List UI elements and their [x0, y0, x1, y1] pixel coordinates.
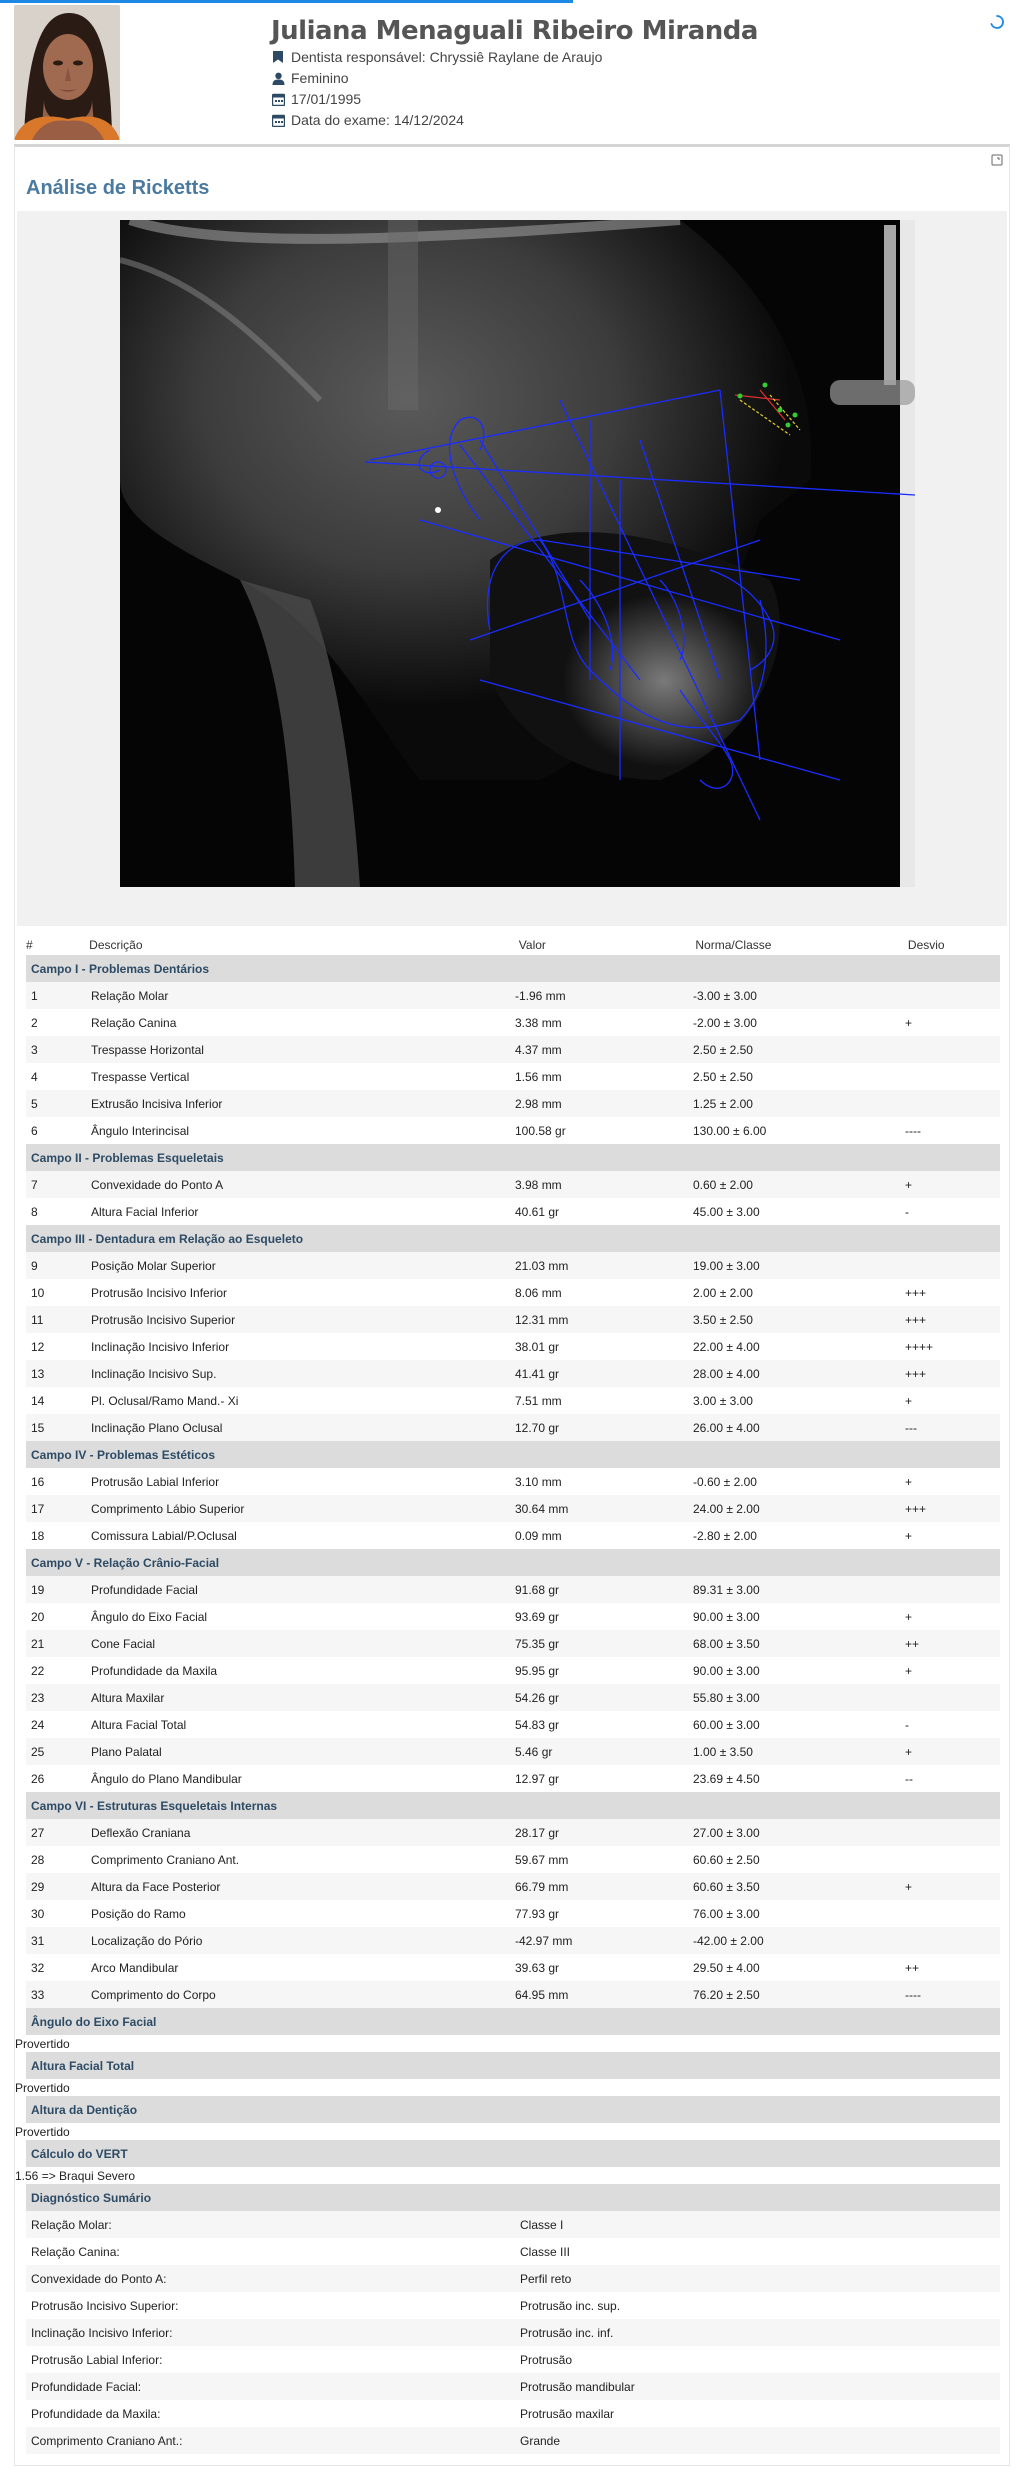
row-description: Arco Mandibular	[91, 1960, 179, 1975]
table-row	[26, 1360, 1000, 1387]
table-row	[26, 1009, 1000, 1036]
diagnosis-label: Profundidade Facial:	[31, 2379, 142, 2394]
row-number: 12	[31, 1339, 45, 1354]
row-number: 1	[31, 988, 38, 1003]
row-norm: 27.00 ± 3.00	[693, 1825, 760, 1840]
row-norm: 45.00 ± 3.00	[693, 1204, 760, 1219]
table-row	[26, 1198, 1000, 1225]
extra-title: Cálculo do VERT	[26, 2140, 1000, 2167]
row-value: 4.37 mm	[515, 1042, 562, 1057]
row-description: Trespasse Vertical	[91, 1069, 190, 1084]
row-value: 8.06 mm	[515, 1285, 562, 1300]
row-number: 17	[31, 1501, 45, 1516]
row-number: 23	[31, 1690, 45, 1705]
row-deviation: +	[905, 1663, 913, 1678]
results-table	[15, 935, 1000, 2454]
row-number: 13	[31, 1366, 45, 1381]
row-value: 41.41 gr	[515, 1366, 560, 1381]
row-value: 1.56 mm	[515, 1069, 562, 1084]
row-number: 31	[31, 1933, 45, 1948]
group-header: Campo IV - Problemas Estéticos	[26, 1441, 1000, 1468]
xray-container	[17, 211, 1007, 926]
row-value: 40.61 gr	[515, 1204, 560, 1219]
diagnosis-list	[26, 2211, 1000, 2454]
dentist-line	[271, 49, 602, 65]
row-number: 2	[31, 1015, 38, 1030]
row-description: Protrusão Labial Inferior	[91, 1474, 220, 1489]
table-header	[26, 935, 1000, 955]
row-norm: -0.60 ± 2.00	[693, 1474, 757, 1489]
row-description: Posição Molar Superior	[91, 1258, 216, 1273]
row-deviation: ---	[905, 1420, 917, 1435]
row-value: 77.93 gr	[515, 1906, 560, 1921]
row-number: 30	[31, 1906, 45, 1921]
row-value: 7.51 mm	[515, 1393, 562, 1408]
row-description: Cone Facial	[91, 1636, 156, 1651]
row-norm: -3.00 ± 3.00	[693, 988, 757, 1003]
extra-text: Provertido	[15, 2036, 70, 2051]
row-description: Altura da Face Posterior	[91, 1879, 221, 1894]
table-row	[26, 1522, 1000, 1549]
row-norm: 60.00 ± 3.00	[693, 1717, 760, 1732]
row-norm: 90.00 ± 3.00	[693, 1663, 760, 1678]
table-row	[26, 1468, 1000, 1495]
row-number: 22	[31, 1663, 45, 1678]
row-norm: 130.00 ± 6.00	[693, 1123, 767, 1138]
row-value: 2.98 mm	[515, 1096, 562, 1111]
row-deviation: +	[905, 1609, 913, 1624]
diagnosis-row	[26, 2400, 1000, 2427]
row-value: 75.35 gr	[515, 1636, 560, 1651]
row-number: 20	[31, 1609, 45, 1624]
row-number: 11	[31, 1312, 44, 1327]
row-description: Deflexão Craniana	[91, 1825, 191, 1840]
row-deviation: +	[905, 1744, 913, 1759]
row-norm: 0.60 ± 2.00	[693, 1177, 753, 1192]
diagnosis-label: Protrusão Incisivo Superior:	[31, 2298, 179, 2313]
row-number: 24	[31, 1717, 45, 1732]
row-value: 95.95 gr	[515, 1663, 560, 1678]
extra-text: 1.56 => Braqui Severo	[15, 2168, 136, 2183]
row-description: Ângulo Interincisal	[91, 1123, 190, 1138]
diagnosis-label: Inclinação Incisivo Inferior:	[31, 2325, 173, 2340]
row-number: 27	[31, 1825, 45, 1840]
row-deviation: ++	[905, 1960, 920, 1975]
calendar-icon	[271, 92, 285, 106]
header-norm: Norma/Classe	[695, 938, 772, 952]
row-description: Profundidade Facial	[91, 1582, 198, 1597]
row-norm: 28.00 ± 4.00	[693, 1366, 760, 1381]
row-description: Altura Facial Total	[91, 1717, 187, 1732]
row-description: Altura Maxilar	[91, 1690, 165, 1705]
table-row	[26, 1279, 1000, 1306]
row-norm: 3.50 ± 2.50	[693, 1312, 753, 1327]
diagnosis-value: Classe I	[520, 2217, 564, 2232]
row-number: 7	[31, 1177, 38, 1192]
diagnosis-value: Perfil reto	[520, 2271, 572, 2286]
row-number: 6	[31, 1123, 38, 1138]
table-row	[26, 1819, 1000, 1846]
extra-title: Ângulo do Eixo Facial	[26, 2008, 1000, 2035]
row-value: 30.64 mm	[515, 1501, 569, 1516]
table-row	[26, 1576, 1000, 1603]
diagnosis-row	[26, 2427, 1000, 2454]
table-row	[26, 1738, 1000, 1765]
dentist-name: Chryssiê Raylane de Araujo	[429, 49, 603, 65]
extra-title: Altura Facial Total	[26, 2052, 1000, 2079]
diagnosis-row	[26, 2319, 1000, 2346]
row-norm: -42.00 ± 2.00	[693, 1933, 764, 1948]
group-header: Campo I - Problemas Dentários	[26, 955, 1000, 982]
row-value: 66.79 mm	[515, 1879, 569, 1894]
row-number: 10	[31, 1285, 45, 1300]
row-norm: -2.00 ± 3.00	[693, 1015, 757, 1030]
row-number: 26	[31, 1771, 45, 1786]
row-deviation: +	[905, 1474, 913, 1489]
row-norm: 90.00 ± 3.00	[693, 1609, 760, 1624]
table-row	[26, 1846, 1000, 1873]
row-description: Convexidade do Ponto A	[91, 1177, 224, 1192]
group-header: Campo VI - Estruturas Esqueletais Internas	[26, 1792, 1000, 1819]
row-value: 5.46 gr	[515, 1744, 553, 1759]
patient-header	[0, 0, 1024, 150]
table-row	[26, 1873, 1000, 1900]
row-description: Protrusão Incisivo Inferior	[91, 1285, 228, 1300]
table-row	[26, 1063, 1000, 1090]
calendar-icon	[271, 113, 285, 127]
row-norm: 29.50 ± 4.00	[693, 1960, 760, 1975]
row-norm: 1.00 ± 3.50	[693, 1744, 753, 1759]
row-description: Comissura Labial/P.Oclusal	[91, 1528, 237, 1543]
row-value: 100.58 gr	[515, 1123, 566, 1138]
expand-icon[interactable]	[991, 153, 1003, 165]
row-deviation: ++++	[905, 1339, 934, 1354]
row-number: 4	[31, 1069, 38, 1084]
row-norm: 55.80 ± 3.00	[693, 1690, 760, 1705]
diagnosis-label: Comprimento Craniano Ant.:	[31, 2433, 183, 2448]
birth-date: 17/01/1995	[291, 91, 362, 107]
row-description: Protrusão Incisivo Superior	[91, 1312, 236, 1327]
table-row	[26, 1900, 1000, 1927]
table-row	[26, 1711, 1000, 1738]
row-deviation: --	[905, 1771, 913, 1786]
group-header: Campo III - Dentadura em Relação ao Esqueleto	[26, 1225, 1000, 1252]
table-row	[26, 1495, 1000, 1522]
row-value: 12.70 gr	[515, 1420, 560, 1435]
row-value: 64.95 mm	[515, 1987, 569, 2002]
diagnosis-value: Grande	[520, 2433, 561, 2448]
row-deviation: ++	[905, 1636, 920, 1651]
row-number: 28	[31, 1852, 45, 1867]
row-deviation: +	[905, 1879, 913, 1894]
row-number: 33	[31, 1987, 45, 2002]
exam-line	[271, 112, 464, 128]
row-value: 93.69 gr	[515, 1609, 560, 1624]
row-value: 28.17 gr	[515, 1825, 560, 1840]
row-deviation: +	[905, 1393, 913, 1408]
table-row	[26, 1927, 1000, 1954]
row-norm: 2.50 ± 2.50	[693, 1042, 753, 1057]
group-header: Campo II - Problemas Esqueletais	[26, 1144, 1000, 1171]
table-row	[26, 1252, 1000, 1279]
spinner-icon	[989, 14, 1005, 30]
extras-container	[15, 2008, 1000, 2184]
user-icon	[271, 71, 285, 85]
row-norm: 2.00 ± 2.00	[693, 1285, 753, 1300]
table-row	[26, 1981, 1000, 2008]
table-row	[26, 1036, 1000, 1063]
row-description: Relação Canina	[91, 1015, 177, 1030]
row-number: 9	[31, 1258, 38, 1273]
row-description: Posição do Ramo	[91, 1906, 186, 1921]
table-row	[26, 1684, 1000, 1711]
exam-date: 14/12/2024	[393, 112, 464, 128]
diagnosis-row	[26, 2346, 1000, 2373]
row-value: 12.97 gr	[515, 1771, 560, 1786]
row-deviation: +	[905, 1177, 913, 1192]
row-deviation: +	[905, 1528, 913, 1543]
row-norm: 1.25 ± 2.00	[693, 1096, 753, 1111]
header-description: Descrição	[89, 938, 143, 952]
header-num: #	[26, 938, 33, 952]
row-norm: 76.00 ± 3.00	[693, 1906, 760, 1921]
diagnosis-title: Diagnóstico Sumário	[26, 2184, 1000, 2211]
row-norm: 89.31 ± 3.00	[693, 1582, 760, 1597]
row-deviation: +++	[905, 1366, 927, 1381]
extra-title: Altura da Dentição	[26, 2096, 1000, 2123]
row-value: -42.97 mm	[515, 1933, 573, 1948]
table-row	[26, 1954, 1000, 1981]
row-value: 91.68 gr	[515, 1582, 560, 1597]
diagnosis-row	[26, 2373, 1000, 2400]
row-norm: 19.00 ± 3.00	[693, 1258, 760, 1273]
row-value: 0.09 mm	[515, 1528, 562, 1543]
row-value: 3.38 mm	[515, 1015, 562, 1030]
row-description: Extrusão Incisiva Inferior	[91, 1096, 223, 1111]
analysis-panel	[14, 144, 1010, 2466]
diagnosis-value: Protrusão maxilar	[520, 2406, 615, 2421]
diagnosis-row	[26, 2211, 1000, 2238]
row-number: 5	[31, 1096, 38, 1111]
exam-label: Data do exame:	[291, 112, 390, 128]
table-row	[26, 1387, 1000, 1414]
row-description: Relação Molar	[91, 988, 169, 1003]
row-value: 21.03 mm	[515, 1258, 569, 1273]
row-number: 18	[31, 1528, 45, 1543]
patient-name: Juliana Menaguali Ribeiro Miranda	[271, 16, 758, 46]
row-value: 39.63 gr	[515, 1960, 560, 1975]
row-description: Comprimento do Corpo	[91, 1987, 216, 2002]
sex-line	[271, 70, 349, 86]
row-norm: 76.20 ± 2.50	[693, 1987, 760, 2002]
cephalometric-xray	[120, 220, 915, 887]
table-row	[26, 1306, 1000, 1333]
diagnosis-label: Protrusão Labial Inferior:	[31, 2352, 163, 2367]
table-row	[26, 1630, 1000, 1657]
diagnosis-value: Protrusão inc. sup.	[520, 2298, 621, 2313]
row-number: 25	[31, 1744, 45, 1759]
row-value: 12.31 mm	[515, 1312, 569, 1327]
row-number: 21	[31, 1636, 45, 1651]
row-description: Inclinação Plano Oclusal	[91, 1420, 223, 1435]
row-description: Localização do Pório	[91, 1933, 203, 1948]
table-row	[26, 1603, 1000, 1630]
row-norm: 60.60 ± 2.50	[693, 1852, 760, 1867]
diagnosis-label: Relação Molar:	[31, 2217, 112, 2232]
diagnosis-value: Protrusão	[520, 2352, 573, 2367]
diagnosis-value: Protrusão inc. inf.	[520, 2325, 614, 2340]
row-deviation: -	[905, 1204, 909, 1219]
diagnosis-label: Profundidade da Maxila:	[31, 2406, 161, 2421]
row-value: 54.83 gr	[515, 1717, 560, 1732]
row-deviation: +	[905, 1015, 913, 1030]
table-row	[26, 1117, 1000, 1144]
header-value: Valor	[518, 938, 546, 952]
table-row	[26, 1657, 1000, 1684]
row-description: Ângulo do Eixo Facial	[91, 1609, 208, 1624]
row-norm: 24.00 ± 2.00	[693, 1501, 760, 1516]
diagnosis-value: Classe III	[520, 2244, 571, 2259]
row-deviation: -	[905, 1717, 909, 1732]
row-norm: 68.00 ± 3.50	[693, 1636, 760, 1651]
row-description: Ângulo do Plano Mandibular	[91, 1771, 242, 1786]
row-value: 38.01 gr	[515, 1339, 560, 1354]
row-number: 15	[31, 1420, 45, 1435]
table-row	[26, 1414, 1000, 1441]
row-deviation: ----	[905, 1123, 921, 1138]
diagnosis-row	[26, 2265, 1000, 2292]
diagnosis-value: Protrusão mandibular	[520, 2379, 635, 2394]
row-number: 32	[31, 1960, 45, 1975]
row-description: Inclinação Incisivo Inferior	[91, 1339, 230, 1354]
row-number: 8	[31, 1204, 38, 1219]
row-norm: 2.50 ± 2.50	[693, 1069, 753, 1084]
row-value: -1.96 mm	[515, 988, 566, 1003]
row-norm: 60.60 ± 3.50	[693, 1879, 760, 1894]
extra-text: Provertido	[15, 2124, 70, 2139]
row-number: 29	[31, 1879, 45, 1894]
row-description: Plano Palatal	[91, 1744, 162, 1759]
table-row	[26, 1090, 1000, 1117]
table-row	[26, 982, 1000, 1009]
row-value: 54.26 gr	[515, 1690, 560, 1705]
header-deviation: Desvio	[907, 938, 945, 952]
table-row	[26, 1171, 1000, 1198]
row-number: 14	[31, 1393, 45, 1408]
row-description: Inclinação Incisivo Sup.	[91, 1366, 217, 1381]
birth-line	[271, 91, 361, 107]
patient-photo	[14, 5, 120, 140]
analysis-title: Análise de Ricketts	[26, 177, 210, 199]
row-deviation: +++	[905, 1285, 927, 1300]
row-number: 19	[31, 1582, 45, 1597]
row-norm: 3.00 ± 3.00	[693, 1393, 753, 1408]
row-description: Trespasse Horizontal	[91, 1042, 204, 1057]
row-deviation: ----	[905, 1987, 921, 2002]
row-value: 3.98 mm	[515, 1177, 562, 1192]
row-number: 3	[31, 1042, 38, 1057]
row-description: Profundidade da Maxila	[91, 1663, 218, 1678]
row-norm: -2.80 ± 2.00	[693, 1528, 757, 1543]
table-row	[26, 1333, 1000, 1360]
row-description: Comprimento Lábio Superior	[91, 1501, 245, 1516]
groups-container	[26, 955, 1000, 2008]
row-deviation: +++	[905, 1501, 927, 1516]
row-value: 3.10 mm	[515, 1474, 562, 1489]
group-header: Campo V - Relação Crânio-Facial	[26, 1549, 1000, 1576]
row-number: 16	[31, 1474, 45, 1489]
row-value: 59.67 mm	[515, 1852, 569, 1867]
diagnosis-row	[26, 2292, 1000, 2319]
row-description: Comprimento Craniano Ant.	[91, 1852, 240, 1867]
diagnosis-label: Convexidade do Ponto A:	[31, 2271, 167, 2286]
row-description: Altura Facial Inferior	[91, 1204, 199, 1219]
row-deviation: +++	[905, 1312, 927, 1327]
row-description: Pl. Oclusal/Ramo Mand.- Xi	[91, 1393, 239, 1408]
row-norm: 26.00 ± 4.00	[693, 1420, 760, 1435]
row-norm: 22.00 ± 4.00	[693, 1339, 760, 1354]
tooth-icon	[271, 50, 285, 64]
diagnosis-row	[26, 2238, 1000, 2265]
extra-text: Provertido	[15, 2080, 70, 2095]
diagnosis-label: Relação Canina:	[31, 2244, 120, 2259]
row-norm: 23.69 ± 4.50	[693, 1771, 760, 1786]
dentist-label: Dentista responsável:	[291, 49, 426, 65]
table-row	[26, 1765, 1000, 1792]
sex-value: Feminino	[291, 70, 349, 86]
